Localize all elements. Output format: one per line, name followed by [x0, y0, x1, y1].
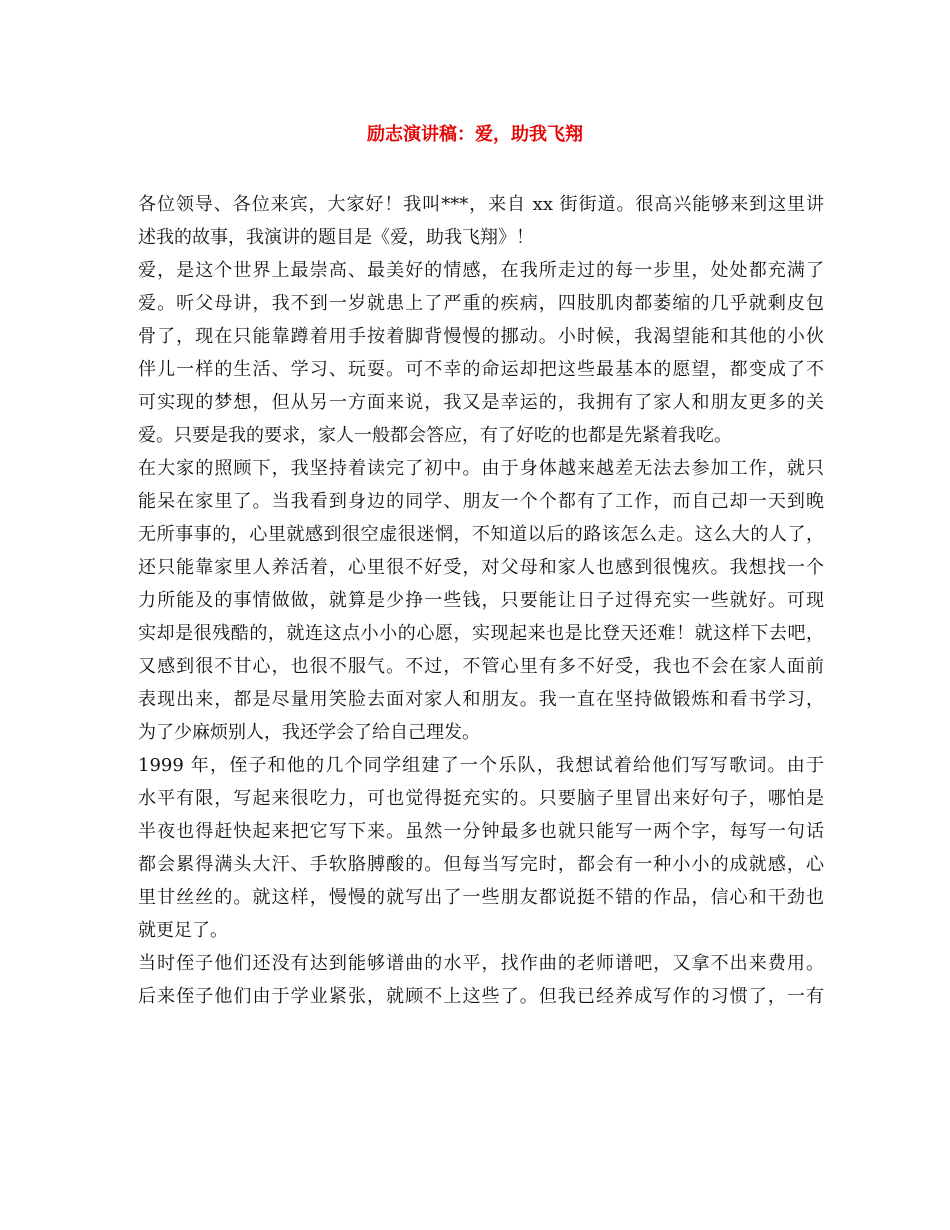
document-body — [138, 188, 824, 1013]
text-line: 爱，是这个世界上最崇高、最美好的情感，在我所走过的每一步里，处处都充满了 — [138, 260, 824, 281]
text-line: 述我的故事，我演讲的题目是《爱，助我飞翔》！ — [138, 227, 534, 248]
text-line: 又感到很不甘心，也很不服气。不过，不管心里有多不好受，我也不会在家人面前 — [138, 656, 824, 677]
text-line: 1999 年，侄子和他的几个同学组建了一个乐队，我想试着给他们写写歌词。由于 — [138, 755, 824, 776]
text-line: 能呆在家里了。当我看到身边的同学、朋友一个个都有了工作，而自己却一天到晚 — [138, 491, 824, 512]
text-line: 当时侄子他们还没有达到能够谱曲的水平，找作曲的老师谱吧，又拿不出来费用。 — [138, 953, 824, 974]
text-line: 骨了，现在只能靠蹲着用手按着脚背慢慢的挪动。小时候，我渴望能和其他的小伙 — [138, 326, 824, 347]
text-line: 各位领导、各位来宾，大家好！我叫***，来自 xx 街街道。很高兴能够来到这里讲 — [138, 194, 824, 215]
text-line: 在大家的照顾下，我坚持着读完了初中。由于身体越来越差无法去参加工作，就只 — [138, 458, 824, 479]
text-line: 力所能及的事情做做，就算是少挣一些钱，只要能让日子过得充实一些就好。可现 — [138, 590, 824, 611]
text-line: 水平有限，写起来很吃力，可也觉得挺充实的。只要脑子里冒出来好句子，哪怕是 — [138, 788, 824, 809]
text-line: 爱。只要是我的要求，家人一般都会答应，有了好吃的也都是先紧着我吃。 — [138, 425, 732, 446]
text-line: 还只能靠家里人养活着，心里很不好受，对父母和家人也感到很愧疚。我想找一个 — [138, 557, 824, 578]
text-line: 爱。听父母讲，我不到一岁就患上了严重的疾病，四肢肌肉都萎缩的几乎就剩皮包 — [138, 293, 824, 314]
text-line: 伴儿一样的生活、学习、玩耍。可不幸的命运却把这些最基本的愿望，都变成了不 — [138, 359, 824, 380]
text-line: 都会累得满头大汗、手软胳膊酸的。但每当写完时，都会有一种小小的成就感，心 — [138, 854, 824, 875]
text-line: 后来侄子他们由于学业紧张，就顾不上这些了。但我已经养成写作的习惯了，一有 — [138, 986, 824, 1007]
text-line: 实却是很残酷的，就连这点小小的心愿，实现起来也是比登天还难！就这样下去吧， — [138, 623, 824, 644]
text-line: 无所事事的，心里就感到很空虚很迷惘，不知道以后的路该怎么走。这么大的人了， — [138, 524, 824, 545]
text-line: 就更足了。 — [138, 920, 228, 941]
text-line: 半夜也得赶快起来把它写下来。虽然一分钟最多也就只能写一两个字，每写一句话 — [138, 821, 824, 842]
text-line: 里甘丝丝的。就这样，慢慢的就写出了一些朋友都说挺不错的作品，信心和干劲也 — [138, 887, 824, 908]
text-line: 表现出来，都是尽量用笑脸去面对家人和朋友。我一直在坚持做锻炼和看书学习， — [138, 689, 824, 710]
text-line: 可实现的梦想，但从另一方面来说，我又是幸运的，我拥有了家人和朋友更多的关 — [138, 392, 824, 413]
text-line: 为了少麻烦别人，我还学会了给自己理发。 — [138, 722, 480, 743]
document-title: 励志演讲稿：爱，助我飞翔 — [367, 124, 583, 145]
